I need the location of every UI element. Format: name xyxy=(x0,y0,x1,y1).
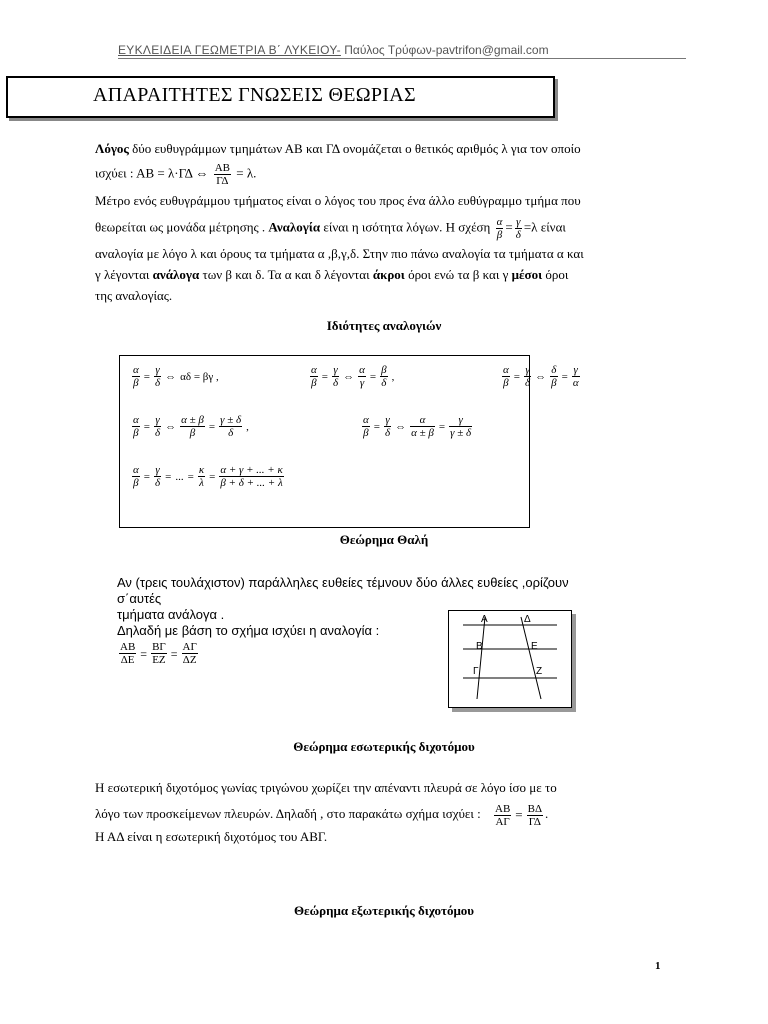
bisector-line-3: Η ΑΔ είναι η εσωτερική διχοτόμος του ΑΒΓ. xyxy=(95,829,328,845)
intro-line-2: ισχύει : ΑΒ = λ·ΓΔ ⇔ $\frac{AB}{\Gamma\Delta}$ = λ. xyxy=(95,162,257,187)
thales-proportion: $\frac{AB}{\Delta E}$ = $\frac{B\Gamma}{EZ}$ = $\frac{A\Gamma}{\Delta Z}$ xyxy=(120,641,197,666)
intro-line-3: Μέτρο ενός ευθυγράμμου τμήματος είναι ο λόγος του προς ένα άλλο ευθύγραμμο τμήμα που xyxy=(95,193,581,208)
intro-line-6: γ λέγονται ανάλογα των β και δ. Τα α και δ λέγονται άκροι όροι ενώ τα β και γ μέσοι όροι xyxy=(95,267,569,282)
fraction-alpha-beta: $\frac{\alpha}{\beta}$ xyxy=(496,216,503,241)
properties-box xyxy=(119,355,579,528)
page-header xyxy=(118,43,686,59)
property-4: $\frac{\alpha}{\beta}$ = $\frac{\gamma}{\delta}$ ⇔ $\frac{\alpha \pm \beta}{\beta}$ = $\frac{\gamma \pm \delta}{\delta}$ , xyxy=(133,414,249,439)
section-title-box xyxy=(6,76,555,118)
section-title: ΑΠΑΡΑΙΤΗΤΕΣ ΓΝΩΣΕΙΣ ΘΕΩΡΙΑΣ xyxy=(93,84,416,106)
internal-bisector-heading: Θεώρημα εσωτερικής διχοτόμου xyxy=(293,739,475,754)
header-author: Παύλος Τρύφων-pavtrifon@gmail.com xyxy=(344,43,549,57)
intro-paragraph xyxy=(95,138,687,306)
term-mesoi: μέσοι xyxy=(511,267,543,282)
intro-line-5: αναλογία με λόγο λ και όρους τα τμήματα α ,β,γ,δ. Στην πιο πάνω αναλογία τα τμήματα α και xyxy=(95,246,584,261)
intro-line-7: της αναλογίας. xyxy=(95,288,173,303)
intro-line-4: θεωρείται ως μονάδα μέτρησης . Αναλογία είναι η ισότητα λόγων. Η σχέση $\frac{\alpha}{\beta}$ = $\frac{\gamma}{\delta}$ =λ είναι xyxy=(95,216,566,241)
property-5: $\frac{\alpha}{\beta}$ = $\frac{\gamma}{\delta}$ ⇔ $\frac{\alpha}{\alpha \pm \beta}$ = $\frac{\gamma}{\gamma \pm \delta}$ xyxy=(363,414,472,439)
external-bisector-heading: Θεώρημα εξωτερικής διχοτόμου xyxy=(293,903,475,918)
term-analogia: Αναλογία xyxy=(268,219,321,235)
thales-line-2: τμήματα ανάλογα . xyxy=(117,607,225,622)
internal-bisector-text xyxy=(95,775,687,846)
thales-heading: Θεώρημα Θαλή xyxy=(339,532,429,547)
bisector-line-1: Η εσωτερική διχοτόμος γωνίας τριγώνου χωρίζει την απέναντι πλευρά σε λόγο ίσο με το xyxy=(95,780,557,795)
property-1: $\frac{\alpha}{\beta}$ = $\frac{\gamma}{\delta}$ ⇔ αδ = βγ , xyxy=(133,364,219,389)
intro-line-1: Λόγος δύο ευθυγράμμων τμημάτων ΑΒ και ΓΔ ονομάζεται ο θετικός αριθμός λ για τον οποίο xyxy=(95,141,581,156)
properties-heading: Ιδιότητες αναλογιών xyxy=(326,318,442,333)
label-b: Β xyxy=(476,641,483,652)
thales-line-1: Αν (τρεις τουλάχιστον) παράλληλες ευθείες τέμνουν δύο άλλες ευθείες ,ορίζουν σ΄αυτές xyxy=(117,575,569,606)
term-logos: Λόγος xyxy=(95,141,129,156)
header-title: ΕΥΚΛΕΙΔΕΙΑ ΓΕΩΜΕΤΡΙΑ Β΄ ΛΥΚΕΙΟΥ- xyxy=(118,43,341,57)
label-d: Δ xyxy=(524,614,531,625)
bisector-fraction: $\frac{AB}{A\Gamma}$ xyxy=(495,802,511,828)
fraction-gamma-delta: $\frac{\gamma}{\delta}$ xyxy=(515,216,521,241)
fraction-ab-gd: $\frac{AB}{\Gamma\Delta}$ xyxy=(214,162,230,187)
label-z: Ζ xyxy=(536,666,543,677)
thales-diagram xyxy=(449,611,571,707)
term-akroi: άκροι xyxy=(372,267,405,282)
label-g: Γ xyxy=(473,666,479,677)
thales-line-3: Δηλαδή με βάση το σχήμα ισχύει η αναλογία : xyxy=(117,623,380,638)
label-a: Α xyxy=(481,614,488,625)
property-2: $\frac{\alpha}{\beta}$ = $\frac{\gamma}{\delta}$ ⇔ $\frac{\alpha}{\gamma}$ = $\frac{\beta}{\delta}$ , xyxy=(311,364,395,389)
label-e: Ε xyxy=(531,641,538,652)
page-number: 1 xyxy=(655,960,661,972)
property-3: $\frac{\alpha}{\beta}$ = $\frac{\gamma}{\delta}$ ⇔ $\frac{\delta}{\beta}$ = $\frac{\gamma}{\alpha}$ xyxy=(503,364,579,389)
bisector-line-2: λόγο των προσκείμενων πλευρών. Δηλαδή , στο παρακάτω σχήμα ισχύει : $\frac{AB}{A\Gamma}$ = $\frac{B\Delta}{\Gamma\Delta}$ . xyxy=(95,802,549,828)
term-analoga: ανάλογα xyxy=(152,267,200,282)
thales-figure xyxy=(448,610,572,708)
property-6: $\frac{\alpha}{\beta}$ = $\frac{\gamma}{\delta}$ = ... = $\frac{\kappa}{\lambda}$ = $\frac{\alpha + \gamma + ... + \kappa}{\beta + \delta + ... + \lambda}$ xyxy=(133,464,283,489)
